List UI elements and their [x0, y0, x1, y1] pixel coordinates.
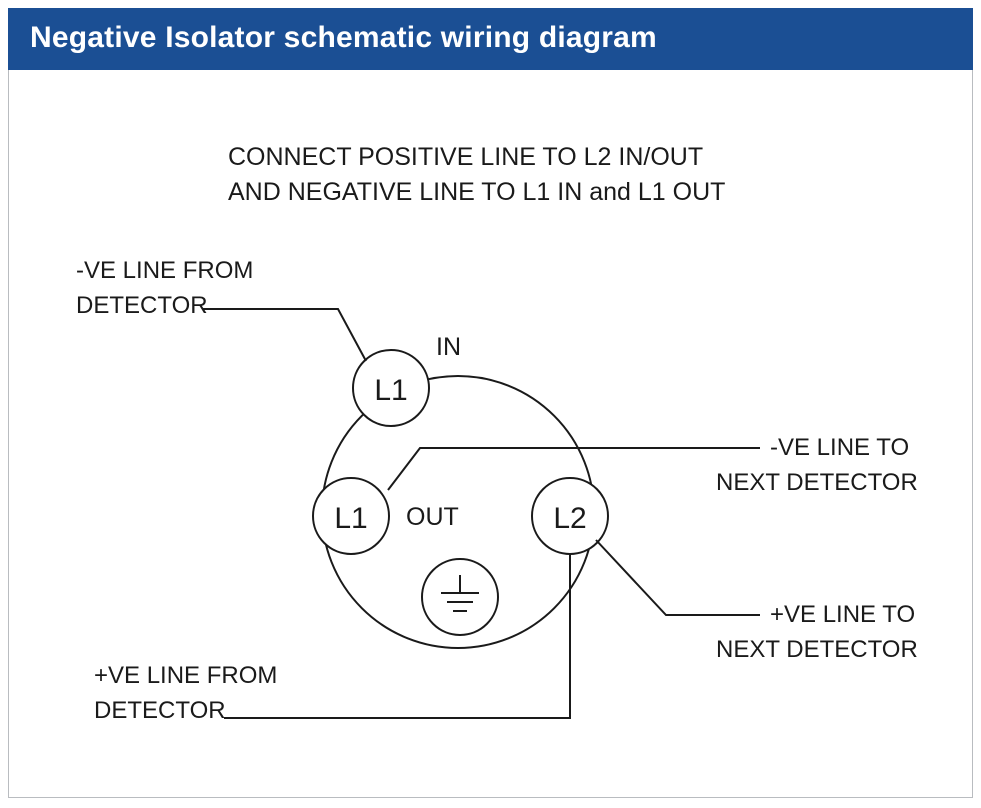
annotation-plus-ve-from-line-2: DETECTOR — [94, 697, 226, 724]
annotation-plus-ve-to-next-line-2: NEXT DETECTOR — [716, 636, 918, 663]
terminal-l1-out-caption: OUT — [406, 503, 459, 531]
leader-plus-ve-to-next-detector — [596, 540, 760, 615]
page-title: Negative Isolator schematic wiring diagram — [30, 21, 657, 54]
terminal-l1-out-label: L1 — [334, 502, 368, 535]
wiring-diagram — [8, 70, 973, 798]
terminal-l1-in-label: L1 — [374, 374, 408, 407]
instruction-line-1: CONNECT POSITIVE LINE TO L2 IN/OUT — [228, 143, 704, 171]
leader-plus-ve-from-detector — [224, 554, 570, 718]
annotation-ve-from-detector-line-1: -VE LINE FROM — [76, 257, 254, 284]
leader-ve-from-detector — [203, 309, 366, 361]
annotation-ve-to-next-line-2: NEXT DETECTOR — [716, 469, 918, 496]
terminal-l2-label: L2 — [553, 502, 587, 535]
instruction-line-2: AND NEGATIVE LINE TO L1 IN and L1 OUT — [228, 178, 726, 206]
annotation-plus-ve-to-next-line-1: +VE LINE TO — [770, 601, 916, 628]
terminal-l1-in-caption: IN — [436, 333, 461, 361]
title-bar — [8, 8, 973, 70]
annotation-ve-to-next-line-1: -VE LINE TO — [770, 434, 910, 461]
terminal-earth — [422, 559, 498, 635]
annotation-ve-from-detector-line-2: DETECTOR — [76, 292, 208, 319]
annotation-plus-ve-from-line-1: +VE LINE FROM — [94, 662, 278, 689]
